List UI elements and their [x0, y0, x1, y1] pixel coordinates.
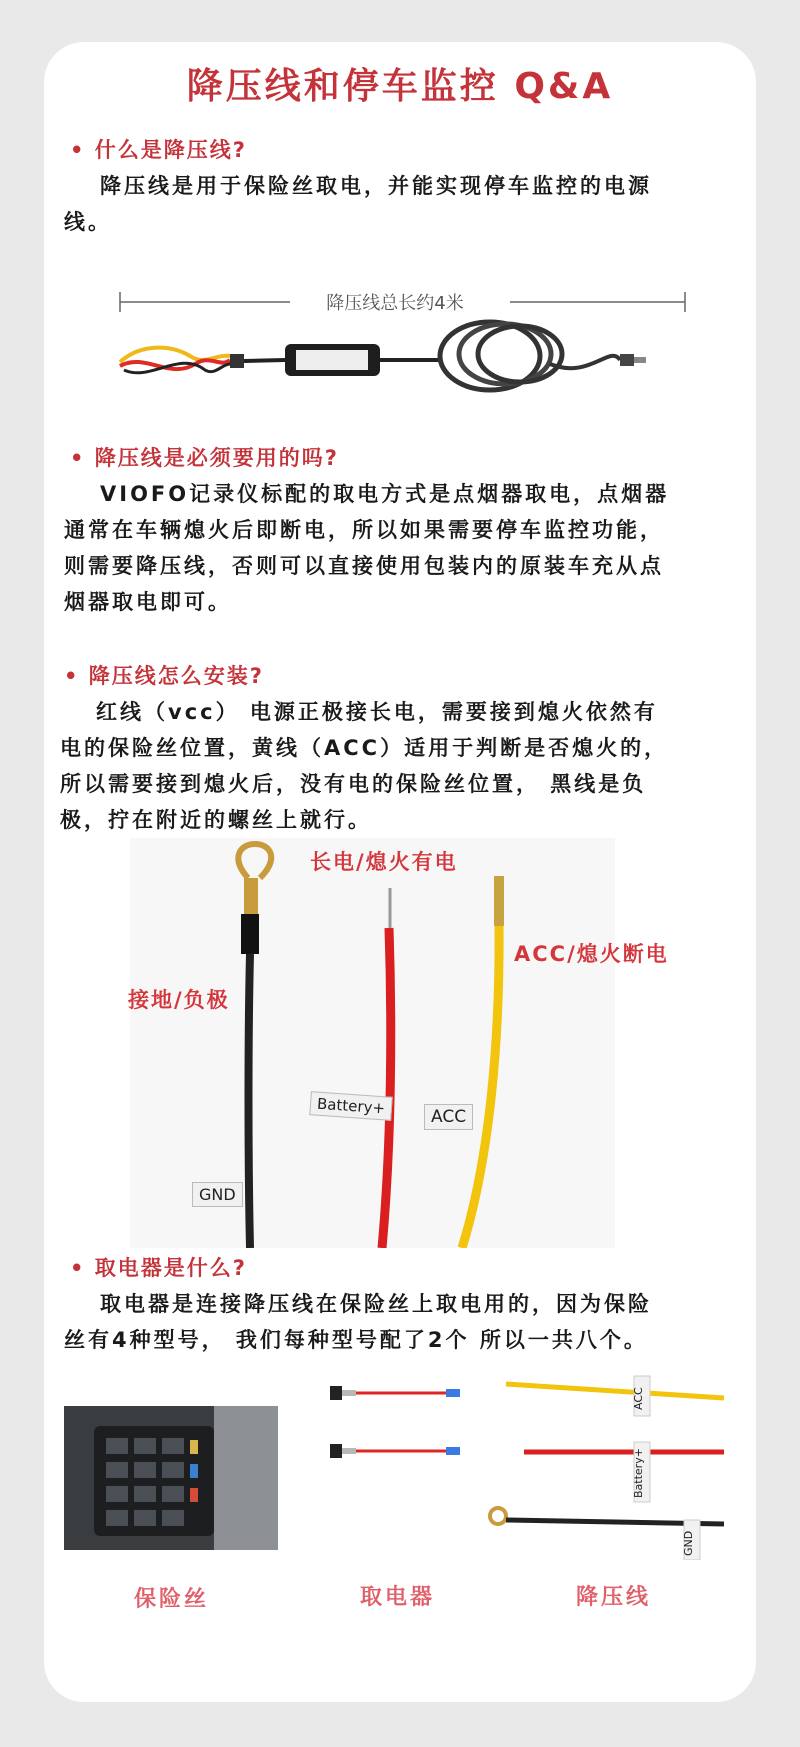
answer-2-line-1: VIOFO记录仪标配的取电方式是点烟器取电，点烟器 — [100, 482, 670, 506]
acc-tag: ACC — [424, 1104, 473, 1130]
answer-2-line-4: 烟器取电即可。 — [64, 590, 232, 614]
answer-2-line-3: 则需要降压线，否则可以直接使用包装内的原装车充从点 — [64, 554, 664, 578]
caption-step-down-cable: 降压线 — [576, 1585, 652, 1610]
answer-1-line-1: 降压线是用于保险丝取电，并能实现停车监控的电源 — [100, 174, 652, 198]
cable-length-label: 降压线总长约4米 — [326, 293, 464, 314]
question-4: • 取电器是什么? — [70, 1256, 247, 1280]
battery-tag: Battery+ — [309, 1091, 393, 1121]
caption-fuse: 保险丝 — [134, 1587, 210, 1612]
answer-3-line-3: 所以需要接到熄火后，没有电的保险丝位置， 黑线是负 — [60, 772, 647, 796]
answer-3-line-1: 红线（vcc） 电源正极接长电，需要接到熄火依然有 — [96, 700, 658, 724]
label-long-power: 长电/熄火有电 — [310, 850, 458, 874]
question-3: • 降压线怎么安装? — [64, 664, 264, 688]
answer-4-line-1: 取电器是连接降压线在保险丝上取电用的，因为保险 — [100, 1292, 652, 1316]
answer-1-line-2: 线。 — [64, 210, 112, 234]
answer-4-line-2: 丝有4种型号， 我们每种型号配了2个 所以一共八个。 — [64, 1328, 648, 1352]
page-title: 降压线和停车监控 Q&A — [186, 66, 614, 107]
svg-text:ACC: ACC — [632, 1387, 645, 1410]
answer-3-line-4: 极，拧在附近的螺丝上就行。 — [60, 808, 372, 832]
answer-2-line-2: 通常在车辆熄火后即断电，所以如果需要停车监控功能， — [64, 518, 664, 542]
answer-3-line-2: 电的保险丝位置，黄线（ACC）适用于判断是否熄火的， — [60, 736, 669, 760]
label-acc: ACC/熄火断电 — [514, 942, 669, 966]
gnd-tag: GND — [192, 1182, 243, 1207]
caption-fuse-tap: 取电器 — [360, 1585, 436, 1610]
fuse-taps-photo — [326, 1380, 476, 1460]
svg-text:GND: GND — [682, 1530, 695, 1556]
svg-text:Battery+: Battery+ — [632, 1448, 645, 1498]
cable-ends-photo — [486, 1370, 724, 1560]
question-2: • 降压线是必须要用的吗? — [70, 446, 339, 470]
fuse-box-photo — [64, 1406, 278, 1550]
question-1: • 什么是降压线? — [70, 138, 247, 162]
label-ground: 接地/负极 — [128, 988, 230, 1012]
